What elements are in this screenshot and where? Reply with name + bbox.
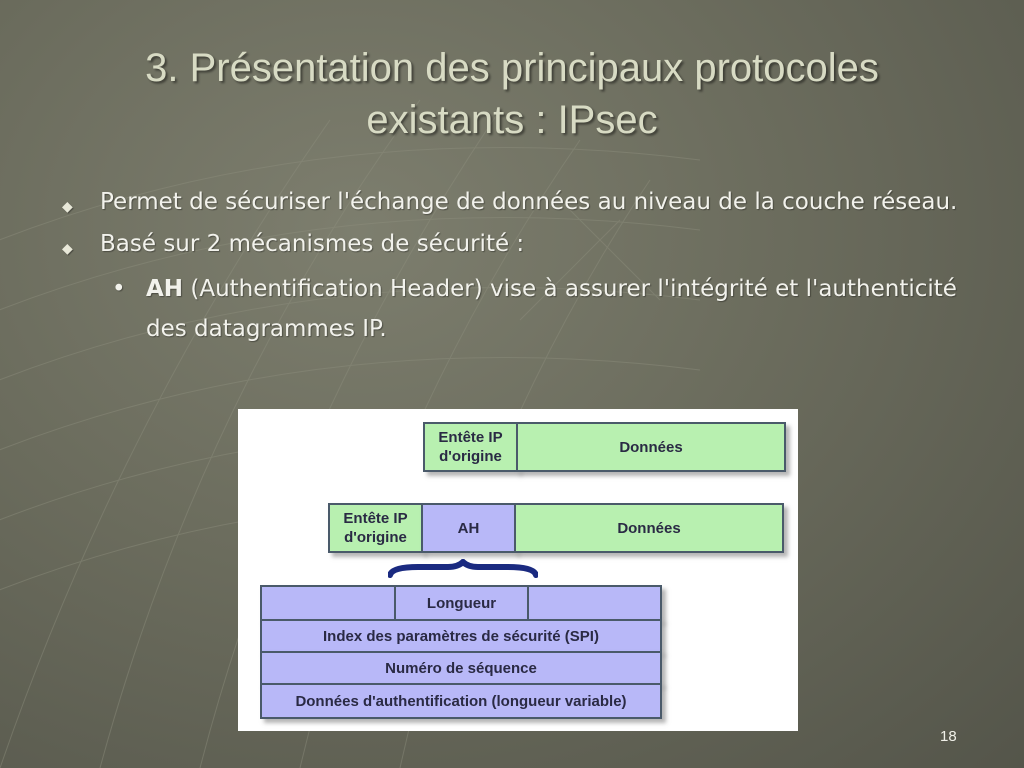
spi-field: Index des paramètres de sécurité (SPI) bbox=[260, 619, 662, 653]
bullet-list bbox=[60, 185, 970, 349]
slide-title bbox=[40, 42, 984, 146]
original-ip-header-cell: Entête IP d'origine bbox=[423, 422, 518, 472]
sub-bullet-bold: AH bbox=[146, 276, 184, 302]
bullet-item bbox=[60, 185, 970, 219]
bullet-text: Permet de sécuriser l'échange de données au niveau de la couche réseau. bbox=[100, 189, 958, 215]
sequence-field: Numéro de séquence bbox=[260, 651, 662, 685]
bullet-item bbox=[60, 227, 970, 261]
brace-icon bbox=[388, 559, 538, 579]
ah-cell: AH bbox=[421, 503, 516, 553]
diamond-bullet-icon: ◆ bbox=[62, 241, 73, 257]
ah-data-cell: Données bbox=[514, 503, 784, 553]
ah-ip-header-cell: Entête IP d'origine bbox=[328, 503, 423, 553]
page-number: 18 bbox=[940, 728, 957, 745]
length-field: Longueur bbox=[394, 585, 529, 621]
sub-bullet-text: (Authentification Header) vise à assurer l'intégrité et l'authenticité des datagrammes IP. bbox=[146, 276, 957, 342]
dot-bullet-icon: • bbox=[112, 276, 126, 302]
ah-packet-diagram bbox=[238, 409, 798, 731]
sub-bullet-item bbox=[60, 269, 970, 349]
ah-field-reserved-right bbox=[527, 585, 662, 621]
bullet-text: Basé sur 2 mécanismes de sécurité : bbox=[100, 231, 525, 257]
title-line-2: existants : IPsec bbox=[366, 98, 658, 142]
original-data-cell: Données bbox=[516, 422, 786, 472]
ah-field-reserved-left bbox=[260, 585, 396, 621]
diamond-bullet-icon: ◆ bbox=[62, 199, 73, 215]
auth-data-field: Données d'authentification (longueur variable) bbox=[260, 683, 662, 719]
title-line-1: 3. Présentation des principaux protocoles bbox=[145, 46, 879, 90]
